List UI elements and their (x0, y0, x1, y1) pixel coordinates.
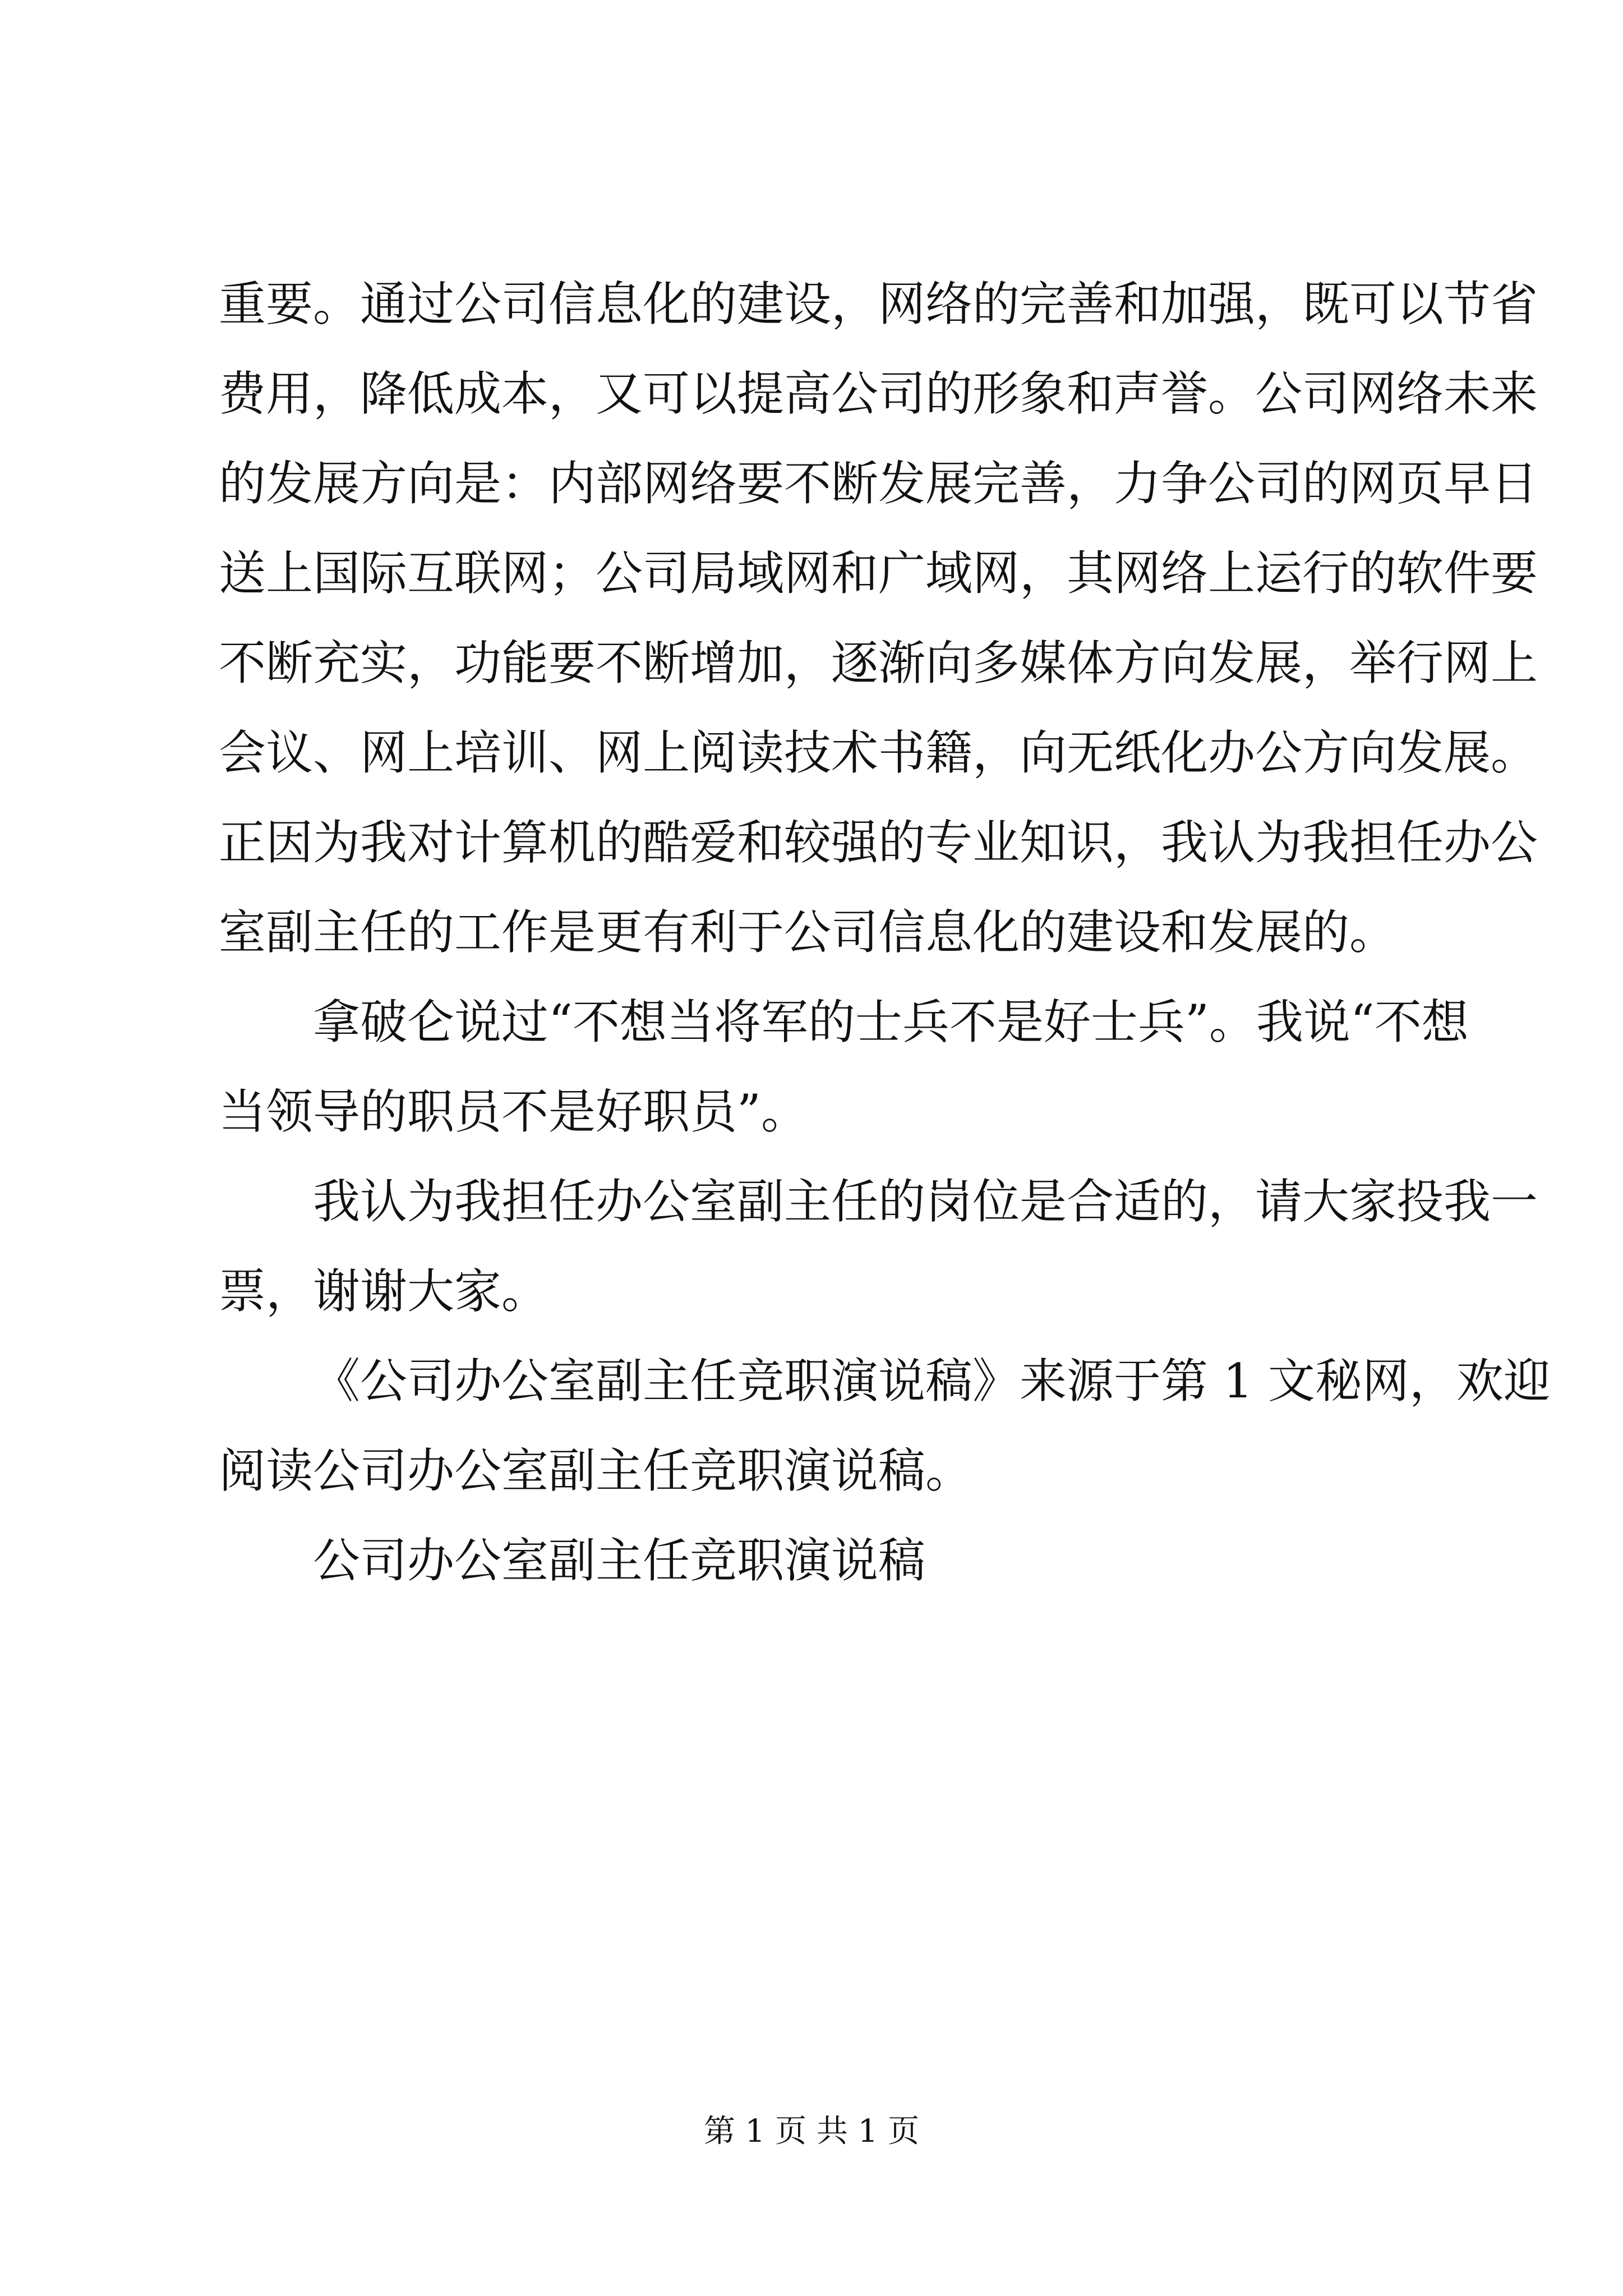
text-line: 送上国际互联网；公司局域网和广域网，其网络上运行的软件要 (219, 546, 1538, 601)
text-line: 正因为我对计算机的酷爱和较强的专业知识，我认为我担任办公 (219, 815, 1538, 870)
paragraph-napoleon-line: 拿破仑说过“不想当将军的士兵不是好士兵”。我说“不想 (313, 995, 1469, 1050)
text-line: 阅读公司办公室副主任竞职演说稿。 (219, 1443, 973, 1498)
text-line: 费用，降低成本，又可以提高公司的形象和声誉。公司网络未来 (219, 366, 1538, 421)
text-line: 票，谢谢大家。 (219, 1264, 549, 1319)
text-line: 不断充实，功能要不断增加，逐渐向多媒体方向发展，举行网上 (219, 636, 1538, 691)
text-line: 的发展方向是：内部网络要不断发展完善，力争公司的网页早日 (219, 456, 1538, 511)
text-line: 会议、网上培训、网上阅读技术书籍，向无纸化办公方向发展。 (219, 725, 1538, 780)
text-line: 室副主任的工作是更有利于公司信息化的建设和发展的。 (219, 905, 1397, 960)
text-line: 当领导的职员不是好职员”。 (219, 1084, 808, 1139)
document-body (219, 259, 1551, 1605)
page-footer: 第 1 页 共 1 页 (703, 2113, 920, 2150)
paragraph-vote-line: 我认为我担任办公室副主任的岗位是合适的，请大家投我一 (313, 1174, 1538, 1229)
paragraph-source-line: 《公司办公室副主任竞职演说稿》来源于第 1 文秘网，欢迎 (313, 1354, 1551, 1409)
closing-title-line: 公司办公室副主任竞职演说稿 (313, 1533, 926, 1588)
text-line: 重要。通过公司信息化的建设，网络的完善和加强，既可以节省 (219, 277, 1538, 332)
